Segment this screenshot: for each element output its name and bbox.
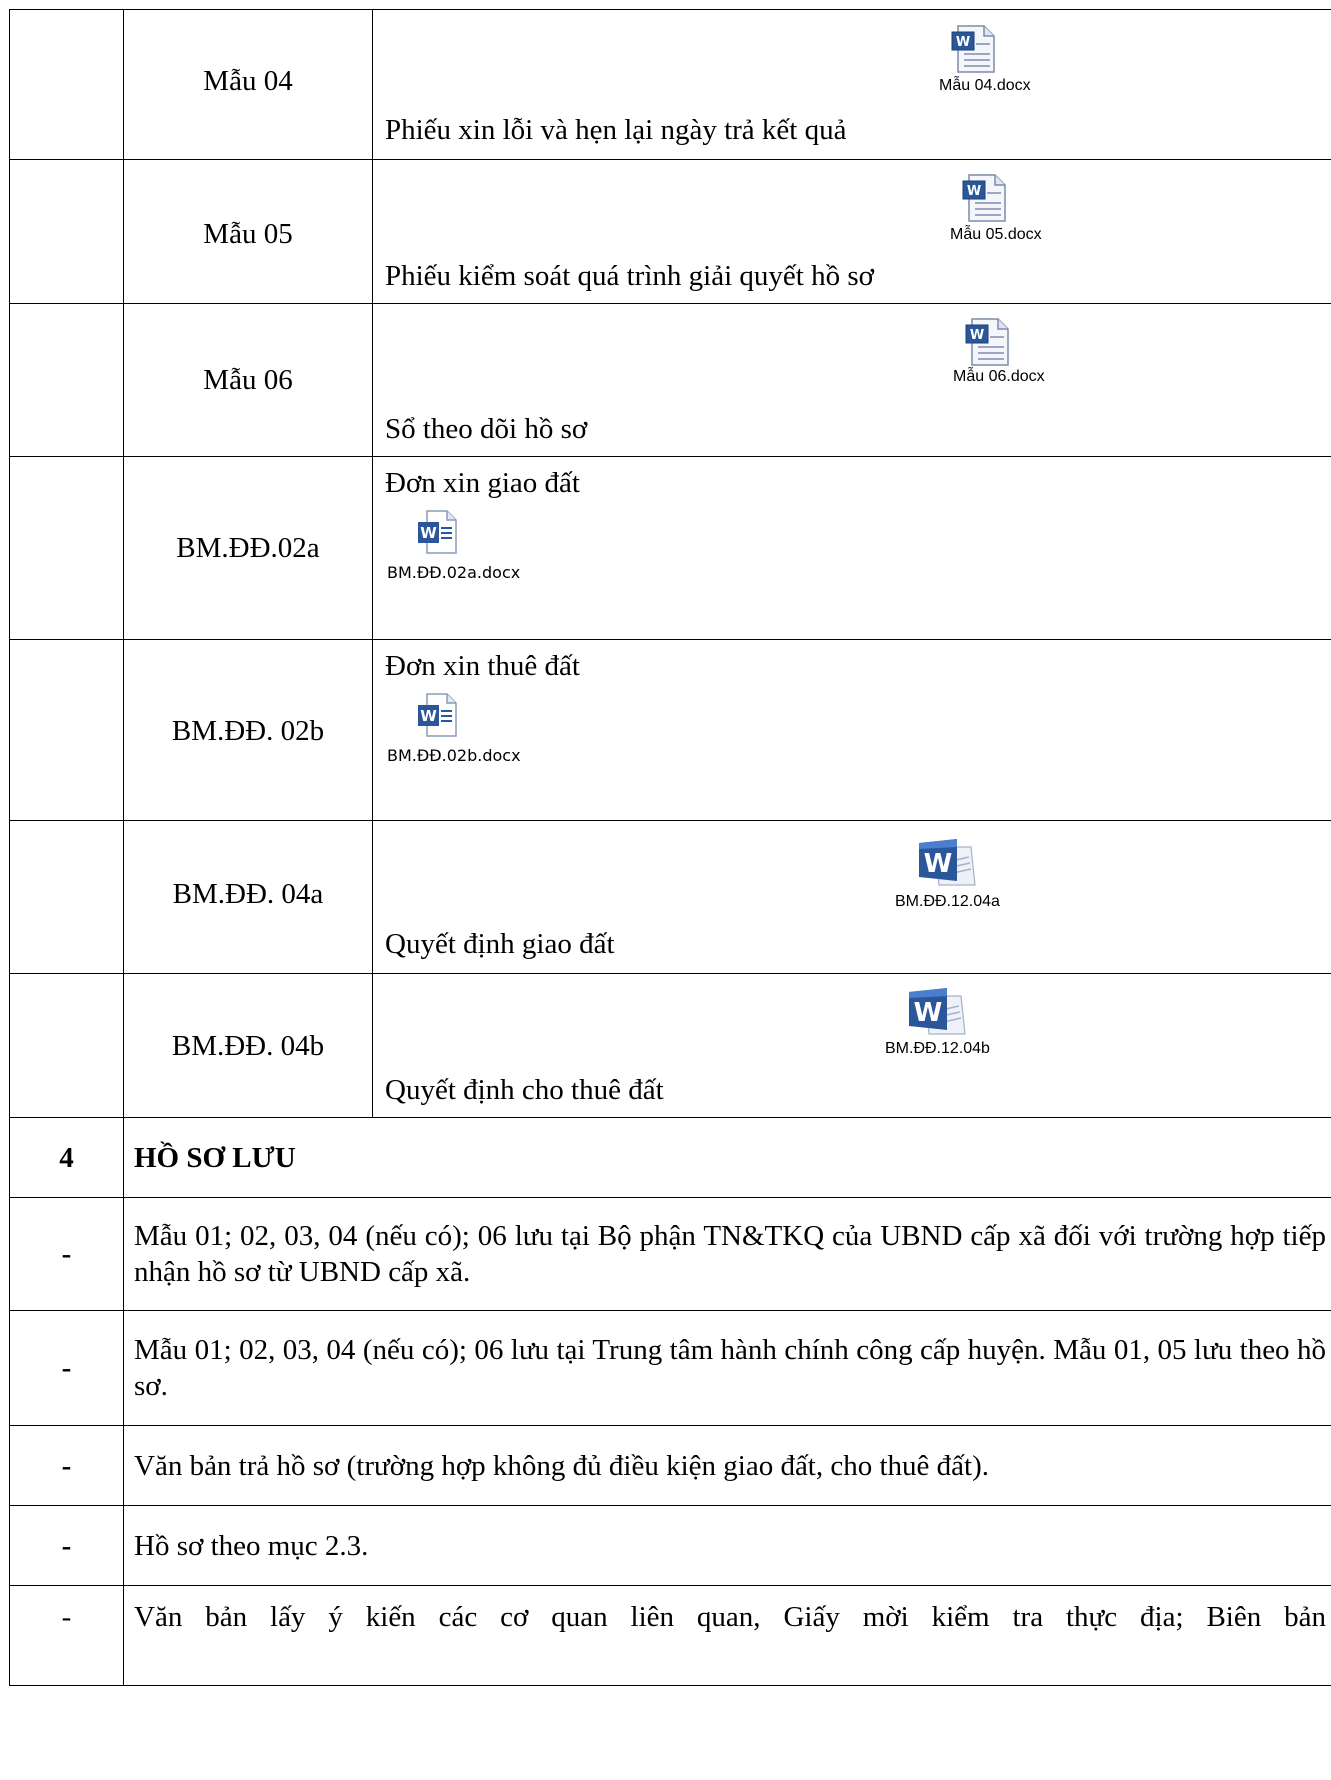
form-title: Phiếu xin lỗi và hẹn lại ngày trả kết quả [385, 114, 847, 146]
row-number-cell [10, 160, 124, 304]
attachment-filename: BM.ĐĐ.02a.docx [387, 563, 521, 582]
list-bullet: - [10, 1198, 124, 1311]
row-number-cell [10, 974, 124, 1118]
attachment-mau-06[interactable] [964, 317, 1010, 367]
svg-text:W: W [966, 184, 982, 199]
form-title: Phiếu kiểm soát quá trình giải quyết hồ sơ [385, 260, 874, 292]
list-item [10, 1198, 1331, 1311]
attachment-bm-dd-12-04a[interactable] [915, 837, 977, 898]
word-document-icon [950, 24, 996, 74]
word-document-icon [417, 693, 457, 737]
svg-text:W: W [923, 849, 953, 879]
list-text: Văn bản trả hồ sơ (trường hợp không đủ điều kiện giao đất, cho thuê đất). [124, 1426, 1331, 1506]
list-item [10, 1426, 1331, 1506]
form-title: Quyết định cho thuê đất [385, 1074, 664, 1106]
section-row [10, 1118, 1331, 1198]
form-code-cell [124, 640, 373, 821]
word-document-icon [905, 986, 967, 1038]
list-text: Hồ sơ theo mục 2.3. [124, 1506, 1331, 1586]
row-number-cell [10, 640, 124, 821]
attachment-bm-dd-02a[interactable] [417, 510, 457, 563]
table-row [10, 821, 1331, 974]
table-row [10, 304, 1331, 457]
form-title-cell [373, 821, 1331, 974]
section-title: HỒ SƠ LƯU [124, 1118, 1331, 1198]
attachment-filename: Mẫu 04.docx [939, 77, 1031, 94]
form-title: Đơn xin giao đất [385, 467, 580, 499]
form-code: Mẫu 04 [203, 65, 293, 97]
list-bullet: - [10, 1586, 124, 1686]
form-code: BM.ĐĐ. 02b [171, 715, 325, 747]
form-code: BM.ĐĐ. 04a [172, 878, 324, 910]
form-title-cell [373, 974, 1331, 1118]
row-number-cell [10, 304, 124, 457]
table-row [10, 974, 1331, 1118]
word-document-icon [417, 510, 457, 554]
list-item [10, 1311, 1331, 1426]
table-row [10, 457, 1331, 640]
form-title-cell [373, 457, 1331, 640]
svg-text:W: W [969, 328, 985, 343]
attachment-bm-dd-02b[interactable] [417, 693, 457, 746]
word-document-icon [915, 837, 977, 889]
attachment-filename: BM.ĐĐ.02b.docx [387, 746, 521, 765]
form-code-cell [124, 160, 373, 304]
list-bullet: - [10, 1506, 124, 1586]
svg-text:W: W [420, 524, 437, 542]
word-document-icon [961, 173, 1007, 223]
table-row [10, 640, 1331, 821]
row-number-cell [10, 821, 124, 974]
attachment-mau-04[interactable] [950, 24, 996, 74]
form-code: Mẫu 05 [203, 218, 293, 250]
attachment-filename: BM.ĐĐ.12.04b [885, 1040, 990, 1057]
form-title-cell [373, 640, 1331, 821]
table-row [10, 10, 1331, 160]
list-text: Mẫu 01; 02, 03, 04 (nếu có); 06 lưu tại Bộ phận TN&TKQ của UBND cấp xã đối với trường hợp tiếp nhận hồ sơ từ UBND cấp xã. [124, 1198, 1331, 1311]
row-number-cell [10, 457, 124, 640]
form-title-cell [373, 160, 1331, 304]
form-code-cell [124, 304, 373, 457]
form-code-cell [124, 10, 373, 160]
list-item [10, 1506, 1331, 1586]
word-document-icon [964, 317, 1010, 367]
form-code-cell [124, 821, 373, 974]
form-title: Đơn xin thuê đất [385, 650, 580, 682]
form-code: BM.ĐĐ.02a [176, 532, 320, 564]
list-bullet: - [10, 1311, 124, 1426]
list-text: Văn bản lấy ý kiến các cơ quan liên quan, Giấy mời kiểm tra thực địa; Biên bản [124, 1586, 1331, 1686]
list-item [10, 1586, 1331, 1686]
attachment-filename: BM.ĐĐ.12.04a [895, 893, 1000, 910]
form-title-cell [373, 10, 1331, 160]
svg-text:W: W [913, 998, 943, 1028]
list-text: Mẫu 01; 02, 03, 04 (nếu có); 06 lưu tại Trung tâm hành chính công cấp huyện. Mẫu 01, 05 lưu theo hồ sơ. [124, 1311, 1331, 1426]
form-title: Sổ theo dõi hồ sơ [385, 413, 588, 445]
list-bullet: - [10, 1426, 124, 1506]
form-code-cell [124, 457, 373, 640]
attachment-filename: Mẫu 05.docx [950, 226, 1042, 243]
attachment-mau-05[interactable] [961, 173, 1007, 223]
table-row [10, 160, 1331, 304]
form-title: Quyết định giao đất [385, 928, 615, 960]
row-number-cell [10, 10, 124, 160]
attachment-bm-dd-12-04b[interactable] [905, 986, 967, 1047]
form-code-cell [124, 974, 373, 1118]
document-table [9, 9, 1331, 1686]
svg-text:W: W [420, 707, 437, 725]
attachment-filename: Mẫu 06.docx [953, 368, 1045, 385]
svg-text:W: W [955, 35, 971, 50]
form-title-cell [373, 304, 1331, 457]
section-number: 4 [10, 1118, 124, 1198]
form-code: BM.ĐĐ. 04b [171, 1030, 325, 1062]
form-code: Mẫu 06 [203, 364, 293, 396]
